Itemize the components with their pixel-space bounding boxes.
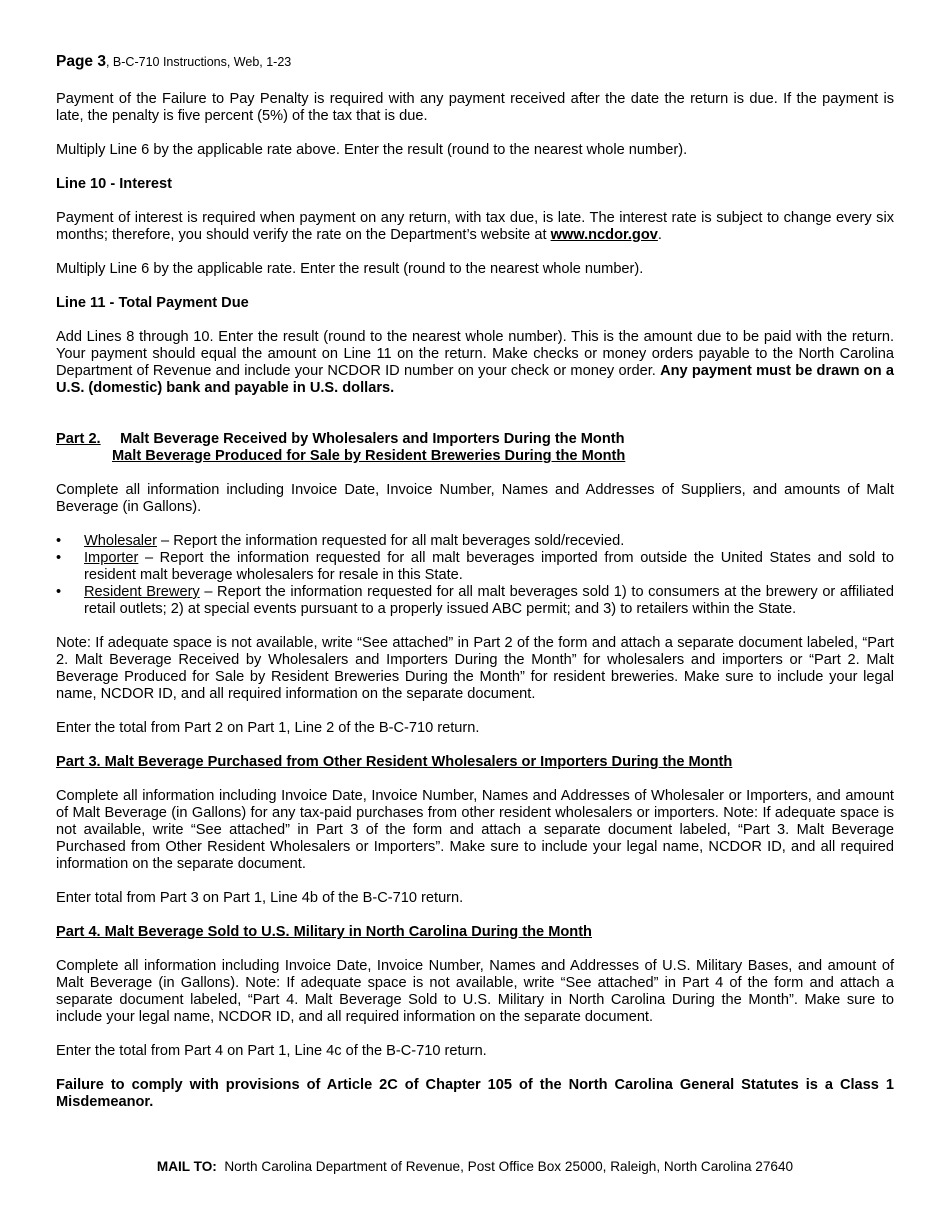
- bullet-text: – Report the information requested for all malt beverages sold 1) to consumers at the brewery or affiliated retail outlets; 2) at special events pursuant to a properly issued ABC permit; and 3) to retailers within the State.: [84, 584, 894, 617]
- total-payment-text: Add Lines 8 through 10. Enter the result (round to the nearest whole number). This is the amount due to be paid with the return. Your payment should equal the amount on Line 11 on the return. Make checks or money orders payable to the North Carolina Department of Revenue and include your NCDOR ID number on your check or money order.: [56, 329, 894, 379]
- part3-heading: Part 3. Malt Beverage Purchased from Other Resident Wholesalers or Importers During the Month: [56, 754, 733, 770]
- total-payment-paragraph: [56, 329, 894, 397]
- interest-text: Payment of interest is required when payment on any return, with tax due, is late. The interest rate is subject to change every six months; therefore, you should verify the rate on the Department’s website at: [56, 210, 894, 243]
- part4-heading: Part 4. Malt Beverage Sold to U.S. Military in North Carolina During the Month: [56, 924, 592, 940]
- bullet-term: Resident Brewery: [84, 584, 200, 600]
- part2-note: Note: If adequate space is not available, write “See attached” in Part 2 of the form and attach a separate document labeled, “Part 2. Malt Beverage Received by Wholesalers and Importers During the Month” for wholesalers and importers or “Part 2. Malt Beverage Produced for Sale by Resident Breweries During the Month” for resident breweries. Make sure to include your legal name, NCDOR ID, and all required information on the separate document.: [56, 635, 894, 702]
- part4-paragraph: Complete all information including Invoice Date, Invoice Number, Names and Addresses of U.S. Military Bases, and amount of Malt Beverage (in Gallons). Note: If adequate space is not available, write “See attached” in Part 4 of the form and attach a separate document labeled, “Part 4. Malt Beverage Sold to U.S. Military in North Carolina During the Month”. Make sure to include your legal name, NCDOR ID, and all required information on the separate document.: [56, 958, 894, 1025]
- part3-paragraph: Complete all information including Invoice Date, Invoice Number, Names and Addresses of Wholesaler or Importers, and amount of Malt Beverage (in Gallons) for any tax-paid purchases from other resident wholesalers or importers. Note: If adequate space is not available, write “See attached” in Part 3 of the form and attach a separate document labeled, “Part 3. Malt Beverage Purchased from Other Resident Wholesalers or Importers”. Make sure to include your legal name, NCDOR ID, and all required information on the separate document.: [56, 788, 894, 872]
- bullet-text: – Report the information requested for all malt beverages sold/recevied.: [157, 533, 625, 549]
- penalty-multiply-paragraph: Multiply Line 6 by the applicable rate above. Enter the result (round to the nearest whole number).: [56, 142, 688, 158]
- bullet-term: Wholesaler: [84, 533, 157, 549]
- line11-heading: Line 11 - Total Payment Due: [56, 295, 249, 311]
- bullet-glyph: •: [56, 584, 62, 600]
- part2-intro: Complete all information including Invoice Date, Invoice Number, Names and Addresses of Suppliers, and amounts of Malt Beverage (in Gallons).: [56, 482, 894, 515]
- list-item: [56, 584, 894, 618]
- page-number: Page 3: [56, 53, 106, 70]
- mail-to-label: MAIL TO:: [156, 1159, 217, 1174]
- part4-total: Enter the total from Part 4 on Part 1, Line 4c of the B-C-710 return.: [56, 1043, 487, 1059]
- list-item: [56, 550, 894, 584]
- document-page: [56, 53, 894, 1128]
- mail-address: North Carolina Department of Revenue, Post Office Box 25000, Raleigh, North Carolina 27640: [216, 1159, 794, 1174]
- bullet-text: – Report the information requested for all malt beverages imported from outside the United States and sold to resident malt beverage wholesalers for resale in this State.: [84, 550, 894, 583]
- ncdor-website-link[interactable]: www.ncdor.gov: [550, 227, 658, 243]
- misdemeanor-warning: Failure to comply with provisions of Article 2C of Chapter 105 of the North Carolina General Statutes is a Class 1 Misdemeanor.: [56, 1077, 894, 1110]
- payment-requirement-text: Any payment must be drawn on a U.S. (domestic) bank and payable in U.S. dollars.: [56, 363, 894, 396]
- list-item: [56, 533, 894, 550]
- part2-title-2: Malt Beverage Produced for Sale by Resident Breweries During the Month: [112, 448, 626, 464]
- part2-total: Enter the total from Part 2 on Part 1, Line 2 of the B-C-710 return.: [56, 720, 480, 736]
- penalty-paragraph: Payment of the Failure to Pay Penalty is required with any payment received after the date the return is due. If the payment is late, the penalty is five percent (5%) of the tax that is due.: [56, 91, 894, 124]
- part3-total: Enter total from Part 3 on Part 1, Line 4b of the B-C-710 return.: [56, 890, 464, 906]
- bullet-glyph: •: [56, 533, 62, 549]
- interest-paragraph: [56, 210, 894, 244]
- interest-text-end: .: [657, 227, 662, 243]
- part2-heading: [56, 431, 894, 465]
- bullet-glyph: •: [56, 550, 62, 566]
- form-identifier: , B-C-710 Instructions, Web, 1-23: [105, 55, 292, 69]
- page-header: [56, 53, 894, 71]
- part2-title-1: Malt Beverage Received by Wholesalers and Importers During the Month: [112, 431, 625, 447]
- mailing-address: [0, 1158, 950, 1175]
- part2-label: Part 2.: [56, 431, 101, 447]
- interest-multiply-paragraph: Multiply Line 6 by the applicable rate. Enter the result (round to the nearest whole number).: [56, 261, 644, 277]
- bullet-term: Importer: [84, 550, 139, 566]
- part2-bullet-list: [56, 533, 894, 618]
- line10-heading: Line 10 - Interest: [56, 176, 172, 192]
